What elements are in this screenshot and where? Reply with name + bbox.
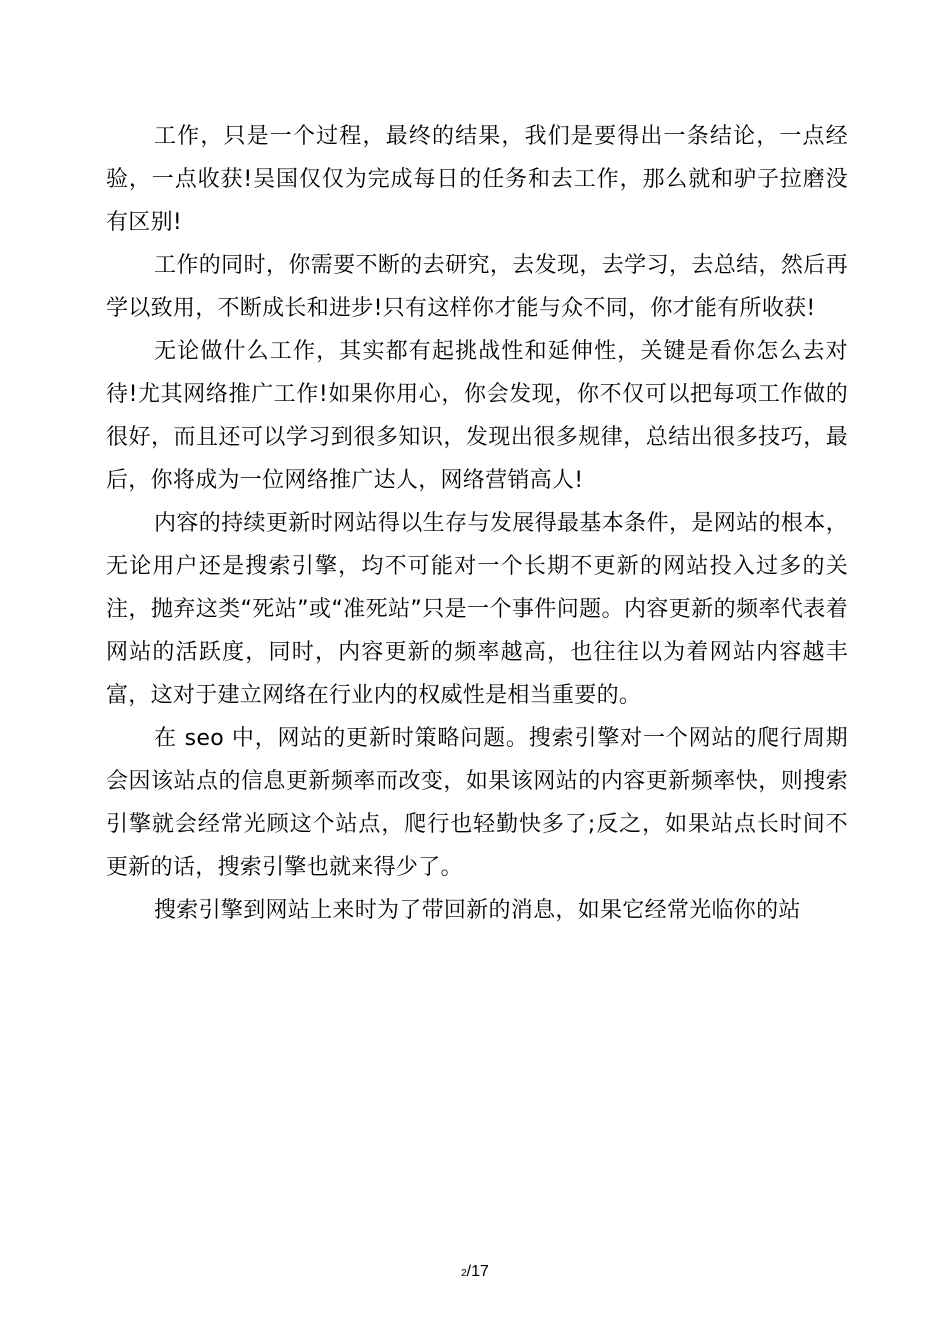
- page-number-current: 2: [461, 1268, 467, 1279]
- paragraph-5: 在 seo 中，网站的更新时策略问题。搜索引擎对一个网站的爬行周期会因该站点的信息更新频率而改变，如果该网站的内容更新频率快，则搜索引擎就会经常光顾这个站点，爬行也轻勤快多了;反之，如果站点长时间不更新的话，搜索引擎也就来得少了。: [106, 726, 848, 880]
- paragraph-2: 工作的同时，你需要不断的去研究，去发现，去学习，去总结，然后再学以致用，不断成长和进步!只有这样你才能与众不同，你才能有所收获!: [106, 253, 848, 321]
- page-number-total: /17: [466, 1263, 489, 1280]
- paragraph-4: 内容的持续更新时网站得以生存与发展得最基本条件，是网站的根本，无论用户还是搜索引擎，均不可能对一个长期不更新的网站投入过多的关注，抛弃这类“死站”或“准死站”只是一个事件问题。内容更新的频率代表着网站的活跃度，同时，内容更新的频率越高，也往往以为着网站内容越丰富，这对于建立网络在行业内的权威性是相当重要的。: [106, 511, 848, 708]
- paragraph-6: 搜索引擎到网站上来时为了带回新的消息，如果它经常光临你的站: [154, 898, 801, 923]
- body-text: [106, 115, 848, 932]
- paragraph-3: 无论做什么工作，其实都有起挑战性和延伸性，关键是看你怎么去对待!尤其网络推广工作!如果你用心，你会发现，你不仅可以把每项工作做的很好，而且还可以学习到很多知识，发现出很多规律，总结出很多技巧，最后，你将成为一位网络推广达人，网络营销高人!: [106, 339, 848, 493]
- page-number: [0, 1262, 950, 1284]
- paragraph-1: 工作，只是一个过程，最终的结果，我们是要得出一条结论，一点经验，一点收获!吴国仅仅为完成每日的任务和去工作，那么就和驴子拉磨没有区别!: [106, 124, 848, 235]
